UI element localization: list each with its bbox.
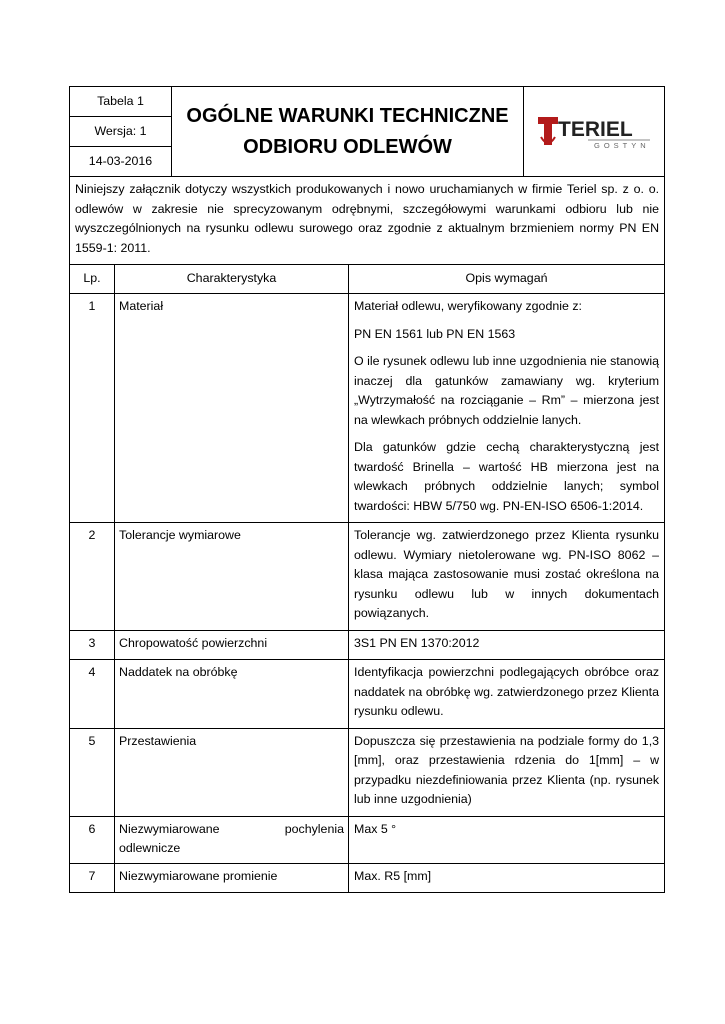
requirement-paragraph: PN EN 1561 lub PN EN 1563 [354,326,516,341]
table-row [70,294,665,523]
row-number: 2 [70,523,115,631]
table-row [70,816,665,863]
row-requirements [349,660,665,729]
logo-subtext: GOSTYN [594,140,650,149]
row-requirements [349,816,665,863]
requirements-table [69,176,665,893]
row-number: 6 [70,816,115,863]
document-date: 14-03-2016 [70,147,172,177]
header-table [69,86,665,177]
column-header-lp: Lp. [70,265,115,294]
row-number: 3 [70,630,115,660]
logo-cell [524,87,665,177]
row-number: 5 [70,728,115,816]
row-characteristic: Chropowatość powierzchni [115,630,349,660]
requirement-paragraph: Tolerancje wg. zatwierdzonego przez Klienta rysunku odlewu. Wymiary nietolerowane wg. PN-ISO 8062 – klasa mająca zastosowanie musi zostać określona na rysunku odlewu lub w innych dokumentach powiązanych. [354,528,660,620]
requirement-paragraph: O ile rysunek odlewu lub inne uzgodnienia nie stanowią inaczej dla gatunków zamawiany wg. kryterium „Wytrzymałość na rozciąganie – Rm” – mierzona jest na wlewkach próbnych oddzielnie lanych. [354,354,660,427]
table-row [70,523,665,631]
row-requirements [349,863,665,893]
row-characteristic: Przestawienia [115,728,349,816]
table-row [70,630,665,660]
row-number: 7 [70,863,115,893]
requirement-paragraph: Identyfikacja powierzchni podlegających obróbce oraz naddatek na obróbkę wg. zatwierdzonego przez Klienta rysunku odlewu. [354,665,660,718]
row-characteristic: Niezwymiarowane pochylenia odlewnicze [115,816,349,863]
version-label: Wersja: 1 [70,117,172,147]
intro-text: Niniejszy załącznik dotyczy wszystkich produkowanych i nowo uruchamianych w firmie Teriel sp. z o. o. odlewów w zakresie nie sprecyzowanym odrębnymi, szczegółowymi warunkami odbioru lub nie wyszczególnionych na rysunku odlewu surowego oraz zgodnie z aktualnym brzmieniem normy PN EN 1559-1: 2011. [70,177,665,265]
teriel-logo [536,115,652,149]
table-number: Tabela 1 [70,87,172,117]
table-row [70,660,665,729]
row-requirements [349,728,665,816]
row-requirements [349,630,665,660]
document-title [172,87,524,177]
row-characteristic: Niezwymiarowane promienie [115,863,349,893]
requirement-paragraph: Materiał odlewu, weryfikowany zgodnie z: [354,299,582,313]
row-characteristic: Materiał [115,294,349,523]
title-line-1: OGÓLNE WARUNKI TECHNICZNE [186,104,509,127]
row-number: 4 [70,660,115,729]
table-row [70,863,665,893]
requirement-paragraph: Max 5 ° [354,821,397,836]
logo-text: TERIEL [558,117,633,141]
requirement-paragraph: Dopuszcza się przestawienia na podziale formy do 1,3 [mm], oraz przestawienia rdzenia do 1[mm] – w przypadku niezdefiniowania przez Klienta (np. rysunek lub inne uzgodnienia) [354,733,660,806]
row-requirements [349,523,665,631]
row-requirements [349,294,665,523]
requirement-paragraph: Dla gatunków gdzie cechą charakterystyczną jest twardość Brinella – wartość HB mierzona jest na wlewkach próbnych oddzielnie lanych; symbol twardości: HBW 5/750 wg. PN-EN-ISO 6506-1:2014. [354,440,660,513]
title-line-2: ODBIORU ODLEWÓW [243,135,452,158]
row-characteristic: Tolerancje wymiarowe [115,523,349,631]
row-number: 1 [70,294,115,523]
column-header-requirements: Opis wymagań [349,265,665,294]
requirement-paragraph: Max. R5 [mm] [354,868,432,883]
row-characteristic: Naddatek na obróbkę [115,660,349,729]
table-row [70,728,665,816]
document-page [69,86,664,893]
column-header-characteristic: Charakterystyka [115,265,349,294]
requirement-paragraph: 3S1 PN EN 1370:2012 [354,635,480,650]
